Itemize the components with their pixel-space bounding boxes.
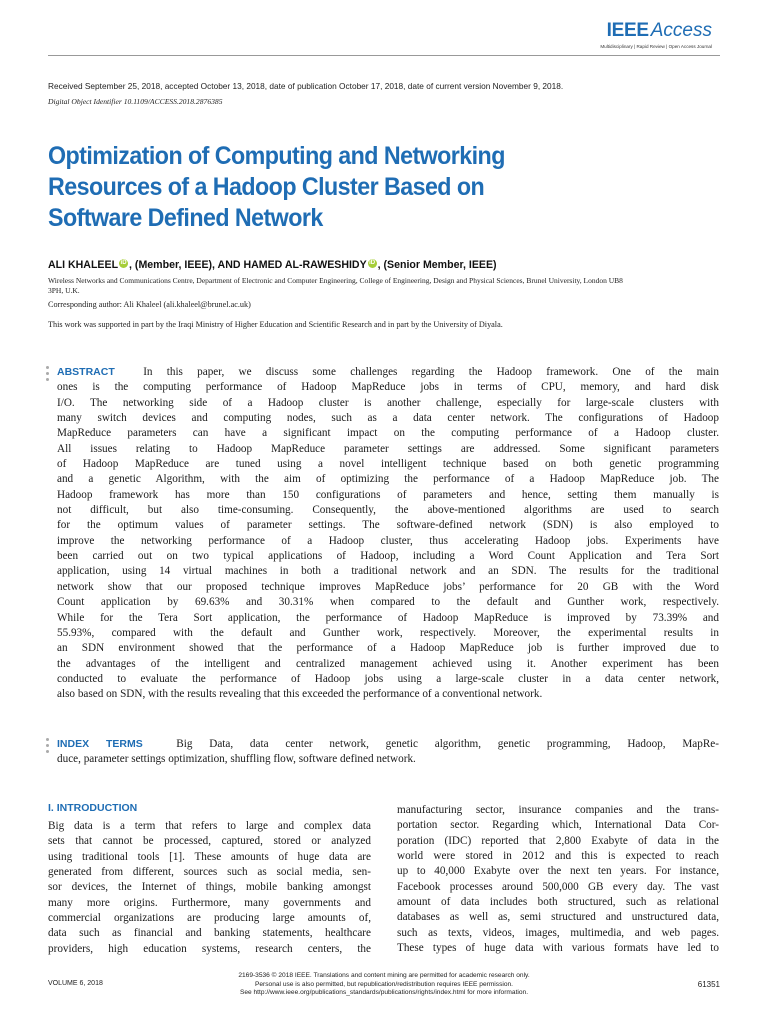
abstract-line: Count application by 69.63% and 30.31% when compared to the default and Gunther work, respectively.	[57, 596, 719, 609]
body-line: commercial organizations are producing large amounts of,	[48, 912, 371, 925]
abstract-line: not difficult, but also time-consuming. Consequently, the above-mentioned algorithms are used to search	[57, 504, 719, 517]
body-line: amount of data includes both structured, such as relational	[397, 896, 719, 909]
funding-note: This work was supported in part by the Iraqi Ministry of Higher Education and Scientific Research and in part by the University of Diyala.	[48, 320, 503, 329]
abstract	[57, 365, 719, 703]
abstract-line: improve the networking performance of a Hadoop cluster, thus accelerating Hadoop jobs. Experiments have	[57, 534, 719, 547]
title-line: Optimization of Computing and Networking	[48, 142, 505, 170]
body-line: portation sector. Regarding which, International Data Cor-	[397, 819, 719, 832]
abstract-line: While for the Tera Sort application, the performance of Hadoop MapReduce is improved by 73.39% and	[57, 611, 719, 624]
body-line: databases as well as, semi structured and unstructured data,	[397, 911, 719, 924]
abstract-line: ones is the computing performance of Hadoop MapReduce jobs in terms of CPU, memory, and hard disk	[57, 381, 719, 394]
abstract-line: I/O. The networking side of a Hadoop cluster is another challenge, especially for large-scale clusters with	[57, 396, 719, 409]
abstract-line: All issues relating to Hadoop MapReduce parameter settings are addressed. Some significant parameters	[57, 442, 719, 455]
footer-volume: VOLUME 6, 2018	[48, 980, 103, 987]
abstract-line: application, using 14 virtual machines in both a traditional network and an SDN. The results for the traditional	[57, 565, 719, 578]
orcid-icon[interactable]: iD	[369, 260, 376, 266]
body-line: world were stored in 2012 and this is expected to reach	[397, 850, 719, 863]
body-line: Big data is a term that refers to large and complex data	[48, 820, 371, 832]
body-line: providers, high education systems, research centers, the	[48, 942, 371, 955]
body-line: poration (IDC) reported that 2,800 Exabyte of data in the	[397, 834, 719, 847]
title-line: Resources of a Hadoop Cluster Based on	[48, 173, 485, 201]
orcid-icon[interactable]: iD	[120, 260, 127, 266]
license-line: Personal use is also permitted, but republication/redistribution requires IEEE permission.	[254, 980, 514, 988]
abstract-line: an SDN environment showed that the performance of a Hadoop MapReduce job is further improved due to	[57, 642, 719, 655]
index-terms	[57, 737, 719, 768]
body-line: generated from different, sources such as social media, sen-	[48, 866, 371, 879]
affiliation: Wireless Networks and Communications Centre, Department of Electronic and Computer Engineering, College of Engineering, Design and Physical Sciences, Brunel University, London UB8 3PH, U.K.	[48, 276, 623, 295]
corresponding-author: Corresponding author: Ali Khaleel (ali.khaleel@brunel.ac.uk)	[48, 300, 251, 309]
author-list	[48, 259, 497, 271]
intro-left-column	[48, 819, 371, 957]
ieee-access-logo	[600, 20, 712, 49]
index-terms-line: Big Data, data center network, genetic algorithm, genetic programming, Hadoop, MapRe-	[176, 738, 719, 750]
paper-title	[48, 141, 569, 234]
abstract-line: In this paper, we discuss some challenges regarding the Hadoop framework. One of the main	[143, 366, 719, 378]
author-role: , (Member, IEEE), AND HAMED AL-RAWESHIDY	[129, 259, 367, 271]
abstract-line: the advantages of the intelligent and centralized management achieved using it. Another experiment has been	[57, 657, 719, 670]
author-role: , (Senior Member, IEEE)	[377, 259, 497, 271]
abstract-line: conducted to evaluate the performance of Hadoop jobs using a large-scale cluster in a data center network,	[57, 672, 719, 685]
body-line: many more origins. Furthermore, many governments and	[48, 896, 371, 909]
body-line: such as texts, videos, images, multimedia, and web pages.	[397, 926, 719, 939]
title-line: Software Defined Network	[48, 204, 323, 232]
logo-tagline: Multidisciplinary | Rapid Review | Open Access Journal	[600, 44, 712, 49]
doi-line[interactable]: Digital Object Identifier 10.1109/ACCESS.2018.2876385	[48, 97, 223, 106]
body-line: sor devices, the Internet of things, mobile banking amongst	[48, 881, 371, 894]
abstract-line: been carried out on two typical applications of Hadoop, including a Word Count Application and Tera Sort	[57, 550, 719, 563]
abstract-line: for the optimum values of parameter settings. The software-defined network (SDN) is also employed to	[57, 519, 719, 532]
header-divider	[48, 55, 720, 56]
footer-license	[180, 972, 588, 998]
index-terms-line: duce, parameter settings optimization, shuffling flow, software defined network.	[57, 753, 416, 766]
abstract-line: Hadoop framework has more than 150 configurations of parameters and hence, setting them manually is	[57, 488, 719, 501]
intro-right-column	[397, 803, 719, 956]
abstract-line: of Hadoop MapReduce are tuned using a novel intelligent technique based on both genetic programming	[57, 458, 719, 471]
abstract-line: MapReduce parameters can have a significant impact on the computing performance of a Hadoop cluster.	[57, 427, 719, 440]
logo-ieee-text: IEEE	[606, 20, 649, 41]
body-line: using traditional tools [1]. These amounts of huge data are	[48, 850, 371, 863]
license-line[interactable]: See http://www.ieee.org/publications_standards/publications/rights/index.html for more information.	[239, 989, 529, 997]
received-dates: Received September 25, 2018, accepted October 13, 2018, date of publication October 17, 2018, date of current version November 9, 2018.	[48, 81, 564, 91]
section-heading: I. INTRODUCTION	[48, 802, 138, 814]
section-marker-icon	[46, 738, 49, 756]
body-line: sets that cannot be processed, captured, stored or analyzed	[48, 835, 371, 848]
body-line: up to 40,000 Exabyte over the next ten years. For instance,	[397, 865, 719, 878]
body-line: data such as financial and banking statements, healthcare	[48, 927, 371, 940]
abstract-line: many switch devices and computing nodes, such as a data center network. The configurations of Hadoop	[57, 412, 719, 425]
section-marker-icon	[46, 366, 49, 384]
body-line: manufacturing sector, insurance companies and the trans-	[397, 804, 719, 816]
abstract-line: network show that our proposed technique improves MapReduce jobs’ performance for 20 GB with the Word	[57, 580, 719, 593]
page-number: 61351	[697, 980, 720, 989]
index-terms-label: INDEX TERMS	[57, 738, 143, 750]
abstract-line: also based on SDN, with the results revealing that this exceeded the performance of a conventional network.	[57, 688, 543, 701]
body-line: These types of huge data with various formats have led to	[397, 942, 719, 955]
logo-access-text: Access	[650, 20, 712, 41]
abstract-line: 55.93%, compared with the default and Gunther work, respectively. Moreover, the experimental results in	[57, 626, 719, 639]
body-line: Facebook processes around 500,000 GB every day. The vast	[397, 880, 719, 893]
abstract-line: and a genetic Algorithm, with the aim of optimizing the performance of a Hadoop MapReduce job. The	[57, 473, 719, 486]
abstract-label: ABSTRACT	[57, 366, 115, 378]
author-name: ALI KHALEEL	[48, 259, 119, 271]
license-line: 2169-3536 © 2018 IEEE. Translations and content mining are permitted for academic research only.	[238, 972, 530, 979]
